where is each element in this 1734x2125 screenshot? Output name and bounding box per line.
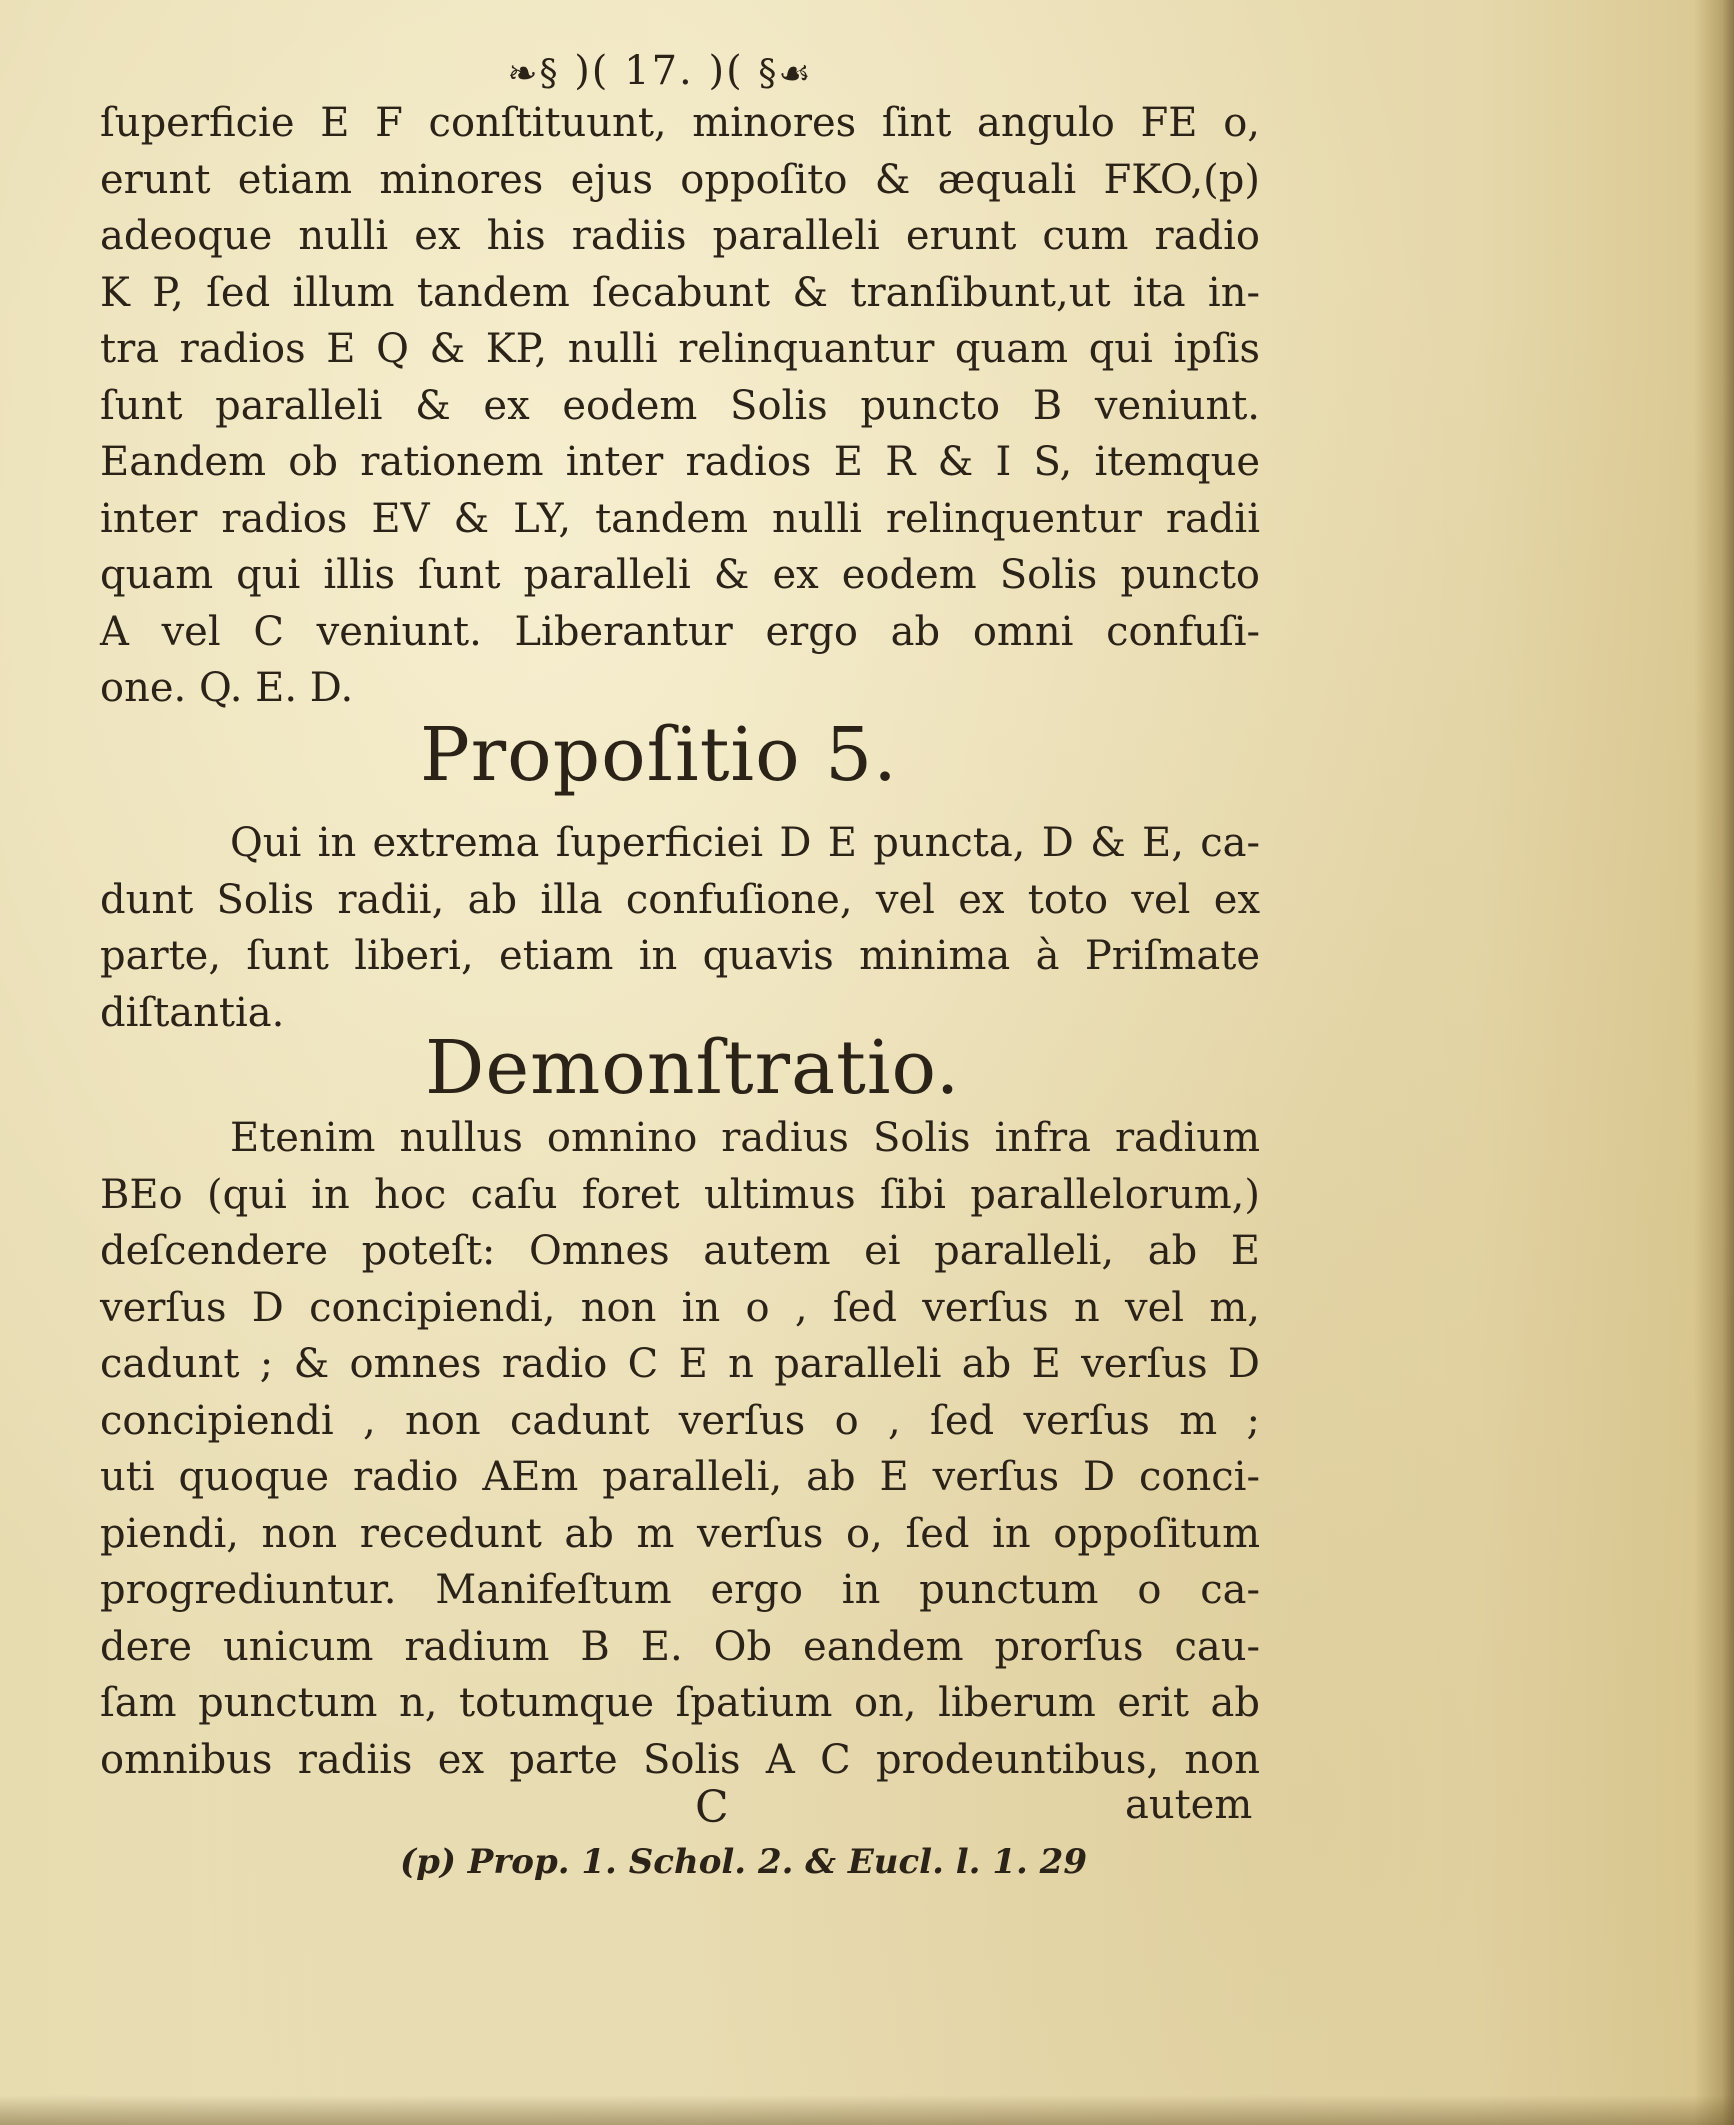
text-line: diſtantia. bbox=[100, 989, 285, 1036]
ornament-right-icon: §☙ bbox=[758, 53, 813, 95]
text-line: tra radios E Q & KP, nulli relinquantur quam qui ipſis bbox=[100, 326, 1260, 372]
text-line: parte, ſunt liberi, etiam in quavis minima à Priſmate bbox=[100, 933, 1260, 979]
ornament-left-icon: ❧§ bbox=[507, 53, 560, 95]
demonstration-title: Demonſtratio. bbox=[425, 1025, 961, 1111]
text-line: dunt Solis radii, ab illa confuſione, vel ex toto vel ex bbox=[100, 876, 1260, 923]
text-line: ſunt paralleli & ex eodem Solis puncto B veniunt. bbox=[100, 382, 1260, 429]
spine-shadow bbox=[1694, 0, 1734, 2125]
bottom-edge-shadow bbox=[0, 2095, 1734, 2125]
text-line: verſus D concipiendi, non in o , ſed verſus n vel m, bbox=[100, 1284, 1260, 1331]
text-line: dere unicum radium B E. Ob eandem prorſus cau- bbox=[100, 1623, 1260, 1670]
text-line: Etenim nullus omnino radius Solis infra radium bbox=[230, 1115, 1260, 1161]
text-line: uti quoque radio AEm paralleli, ab E verſus D conci- bbox=[100, 1454, 1260, 1500]
text-line: Qui in extrema ſuperficiei D E puncta, D & E, ca- bbox=[230, 820, 1260, 866]
text-line: one. Q. E. D. bbox=[100, 665, 354, 711]
page-header bbox=[460, 48, 860, 95]
demonstration-paragraph bbox=[100, 1110, 1260, 1788]
footnote: (p) Prop. 1. Schol. 2. & Eucl. l. 1. 29 bbox=[400, 1842, 1087, 1882]
text-line: Eandem ob rationem inter radios E R & I S, itemque bbox=[100, 439, 1260, 485]
text-line: progrediuntur. Manifeſtum ergo in punctum o ca- bbox=[100, 1567, 1260, 1613]
text-line: piendi, non recedunt ab m verſus o, ſed in oppoſitum bbox=[100, 1510, 1260, 1557]
proposition-title: Propoſitio 5. bbox=[420, 712, 898, 798]
text-line: inter radios EV & LY, tandem nulli relinquentur radii bbox=[100, 495, 1260, 542]
text-line: BEo (qui in hoc caſu foret ultimus ſibi parallelorum,) bbox=[100, 1171, 1260, 1218]
proposition-paragraph bbox=[100, 815, 1260, 1041]
text-line: omnibus radiis ex parte Solis A C prodeuntibus, non bbox=[100, 1736, 1260, 1783]
text-line: ſuperficie E F conſtituunt, minores ſint angulo FE o, bbox=[100, 100, 1260, 146]
page-number: )( 17. )( bbox=[574, 48, 744, 94]
catchword: autem bbox=[1125, 1782, 1253, 1828]
text-line: quam qui illis ſunt paralleli & ex eodem Solis puncto bbox=[100, 552, 1260, 598]
text-line: adeoque nulli ex his radiis paralleli erunt cum radio bbox=[100, 213, 1260, 259]
text-line: erunt etiam minores ejus oppoſito & æquali FKO,(p) bbox=[100, 156, 1260, 203]
text-line: deſcendere poteſt: Omnes autem ei paralleli, ab E bbox=[100, 1228, 1260, 1274]
text-line: concipiendi , non cadunt verſus o , ſed verſus m ; bbox=[100, 1397, 1260, 1444]
continuation-paragraph bbox=[100, 95, 1260, 717]
text-line: A vel C veniunt. Liberantur ergo ab omni confuſi- bbox=[100, 608, 1260, 655]
signature-mark: C bbox=[695, 1782, 729, 1833]
text-line: K P, ſed illum tandem ſecabunt & tranſibunt,ut ita in- bbox=[100, 269, 1260, 316]
text-line: ſam punctum n, totumque ſpatium on, liberum erit ab bbox=[100, 1680, 1260, 1726]
text-line: cadunt ; & omnes radio C E n paralleli ab E verſus D bbox=[100, 1341, 1260, 1387]
